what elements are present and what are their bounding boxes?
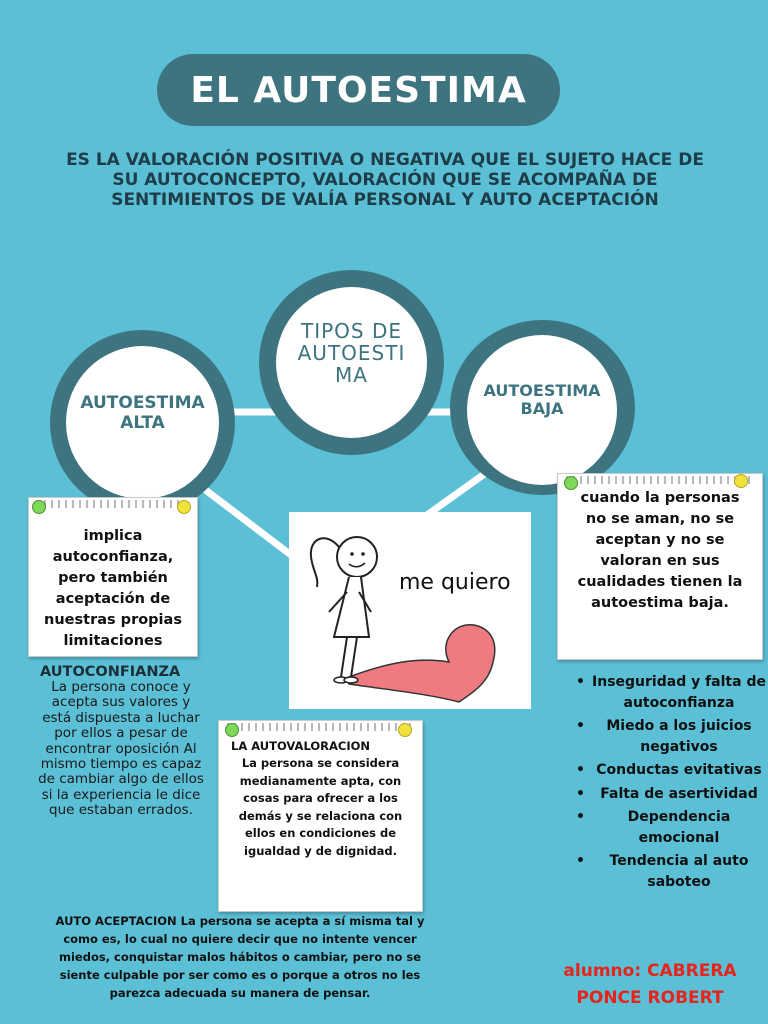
- high-self-esteem-label: AUTOESTIMA ALTA: [80, 392, 205, 433]
- pin-icon: [734, 474, 748, 488]
- low-self-esteem-circle: [467, 335, 617, 485]
- page-title: EL AUTOESTIMA: [157, 54, 560, 126]
- types-circle: [276, 287, 427, 438]
- list-item: • Dependencia emocional: [574, 807, 766, 848]
- girl-heart-drawing: [289, 512, 531, 709]
- self-valuation-body: La persona se considera medianamente apta, con cosas para ofrecer a los demás y se relaciona con ellos en condiciones de igualdad y de dignidad.: [238, 756, 403, 858]
- self-valuation-card: [218, 720, 423, 912]
- autoconfianza-title: AUTOCONFIANZA: [40, 664, 181, 680]
- low-note-text: cuando la personas no se aman, no se aceptan y no se valoran en sus cualidades tienen la autoestima baja.: [577, 490, 743, 611]
- list-item: • Tendencia al auto saboteo: [574, 851, 766, 892]
- high-self-esteem-circle: [66, 346, 219, 499]
- student-name: alumno: CABRERA PONCE ROBERT: [563, 961, 737, 1008]
- spiral-binding: [227, 723, 414, 731]
- autoconfianza-body: La persona conoce y acepta sus valores y está dispuesta a luchar por ellos a pesar de encontrar oposición Al mismo tiempo es capaz de cambiar algo de ellos si la experiencia le dice que estaban errados.: [38, 679, 204, 819]
- spiral-binding: [37, 500, 189, 508]
- types-label: TIPOS DE AUTOESTIMA: [297, 318, 406, 387]
- self-valuation-title: LA AUTOVALORACION: [231, 739, 371, 753]
- spiral-binding: [566, 476, 754, 484]
- high-note-text: implica autoconfianza, pero también aceptación de nuestras propias limitaciones: [44, 528, 182, 649]
- low-note-card: [557, 473, 763, 660]
- pin-icon: [32, 500, 46, 514]
- negatives-block: [574, 672, 766, 895]
- pin-icon: [398, 723, 412, 737]
- list-item: • Conductas evitativas: [574, 760, 766, 781]
- pin-icon: [177, 500, 191, 514]
- negatives-list: [574, 672, 766, 892]
- me-quiero-illustration: [289, 512, 531, 709]
- list-item: • Inseguridad y falta de autoconfianza: [574, 672, 766, 713]
- pin-icon: [225, 723, 239, 737]
- list-item: • Falta de asertividad: [574, 784, 766, 805]
- definition-text: ES LA VALORACIÓN POSITIVA O NEGATIVA QUE EL SUJETO HACE DE SU AUTOCONCEPTO, VALORACIÓN QUE SE ACOMPAÑA DE SENTIMIENTOS DE VALÍA PERSONAL Y AUTO ACEPTACIÓN: [66, 150, 704, 210]
- list-item: • Miedo a los juicios negativos: [574, 716, 766, 757]
- high-note-card: [28, 497, 198, 657]
- auto-aceptacion-text: AUTO ACEPTACION La persona se acepta a sí misma tal y como es, lo cual no quiere decir que no intente vencer miedos, conquistar malos hábitos o cambiar, pero no se siente culpable por ser como es o porque a otros no les parezca adecuada su manera de pensar.: [55, 914, 425, 1000]
- image-caption: me quiero: [399, 570, 511, 595]
- low-self-esteem-label: AUTOESTIMA BAJA: [483, 381, 601, 418]
- autoconfianza-block: [36, 664, 206, 819]
